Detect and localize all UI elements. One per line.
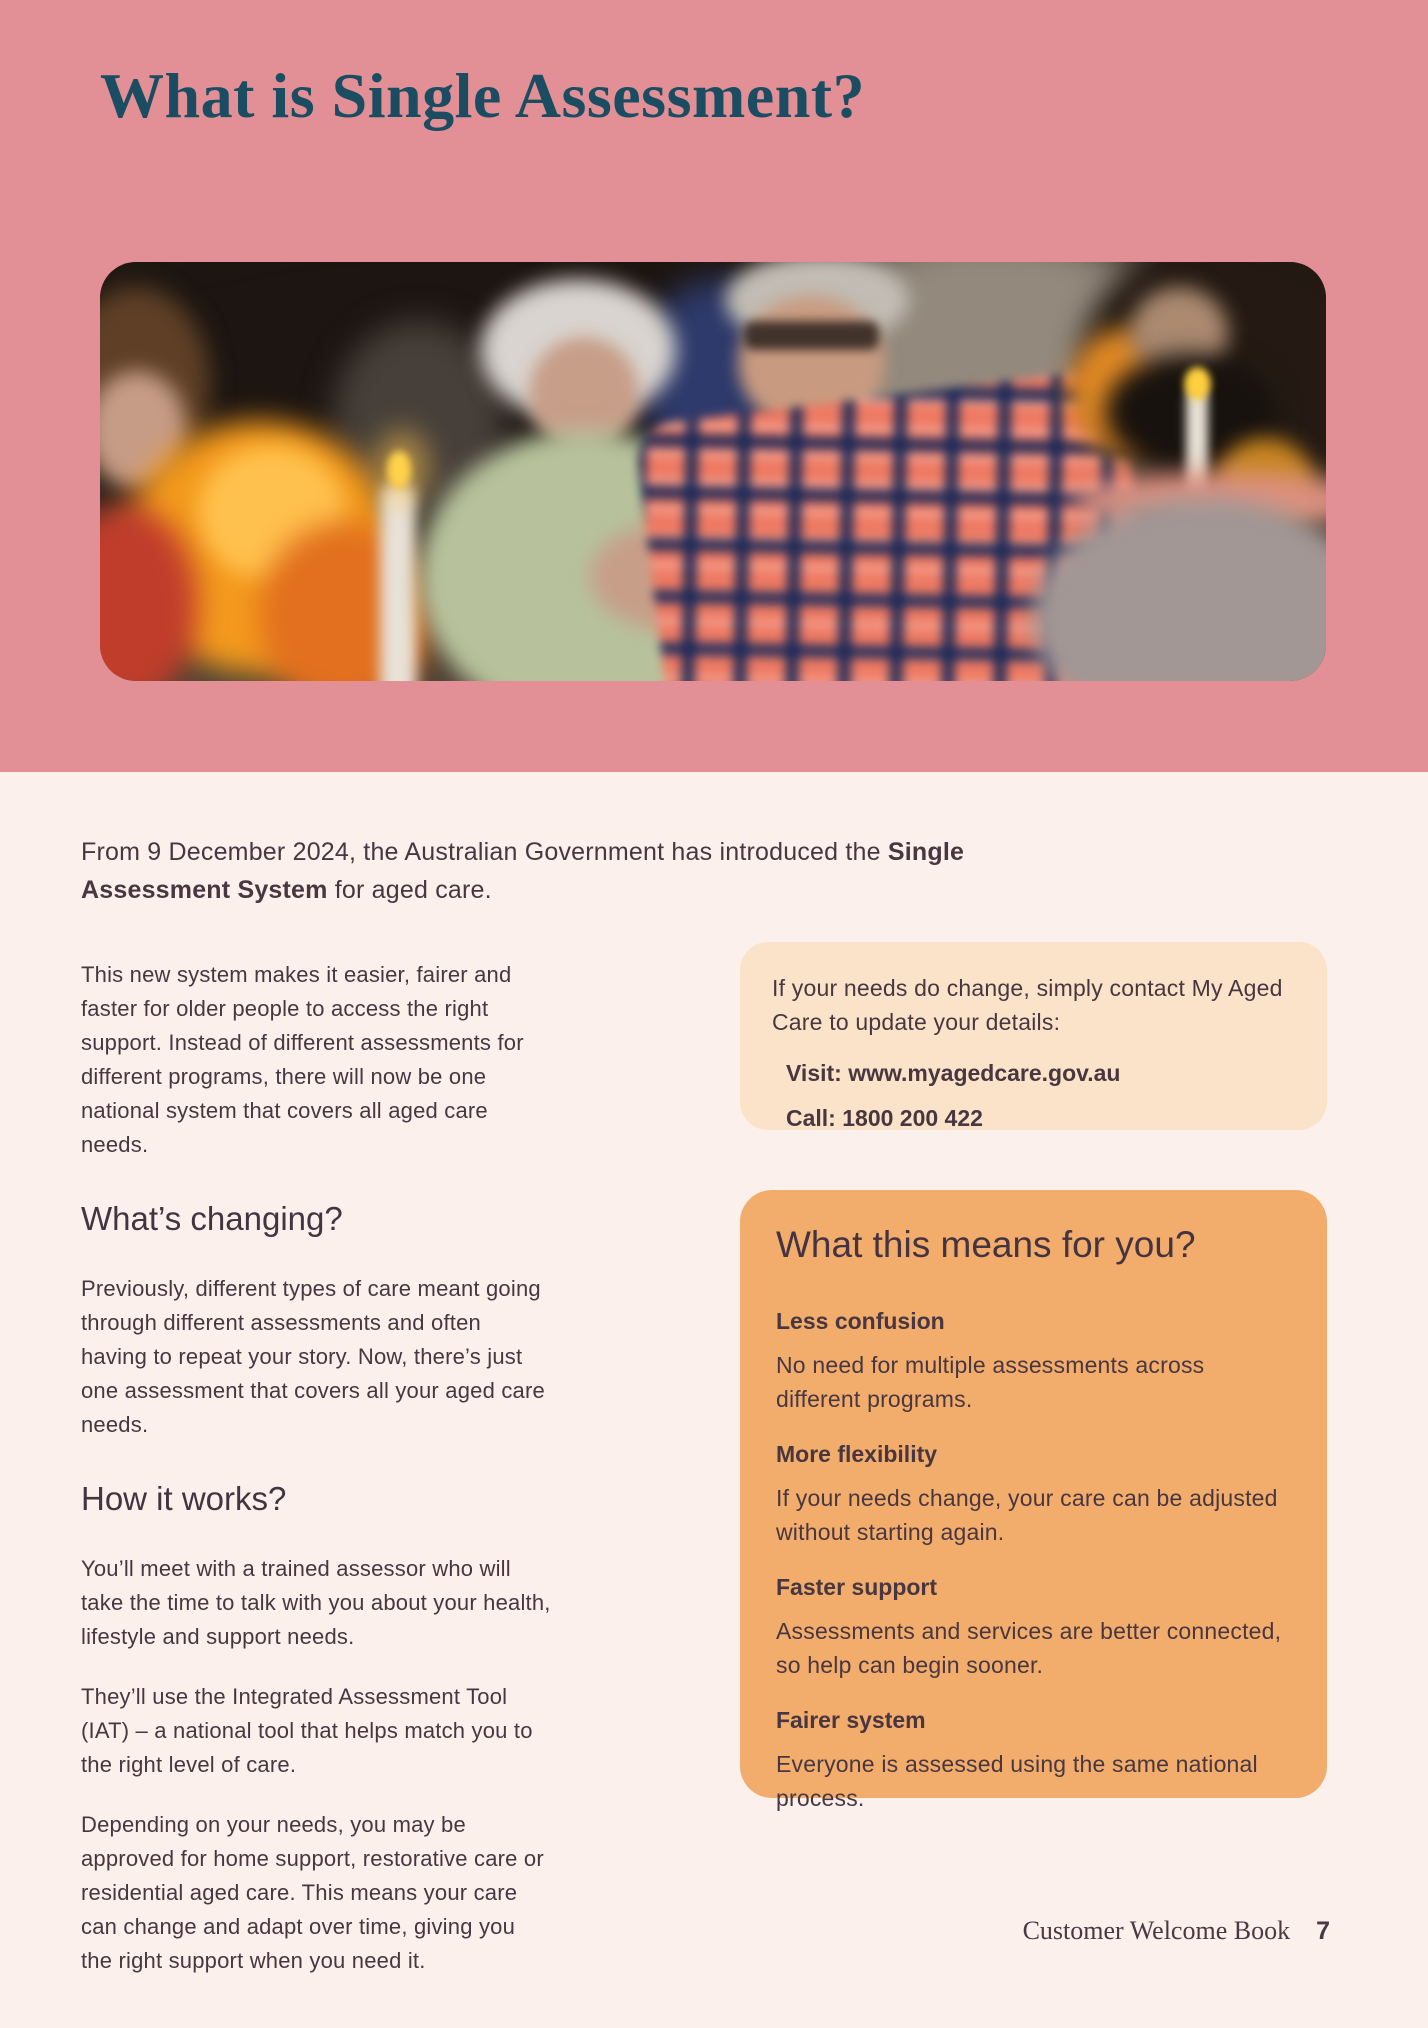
footer-book-title: Customer Welcome Book [1022, 1916, 1291, 1945]
benefit-title: Fairer system [776, 1707, 926, 1733]
benefit-body: Assessments and services are better connected, so help can begin sooner. [776, 1618, 1282, 1678]
photo-candle [380, 480, 417, 681]
benefits-box [740, 1190, 1327, 1811]
benefit-title: Less confusion [776, 1308, 945, 1334]
body-paragraph: This new system makes it easier, fairer and faster for older people to access the right support. Instead of different assessments for different programs, there will now be one national system that covers all aged care needs. [81, 962, 524, 1157]
intro-suffix: for aged care. [327, 876, 492, 904]
body-paragraph: Depending on your needs, you may be approved for home support, restorative care or residential aged care. This means your care can change and adapt over time, giving you the right support when you need it. [81, 1812, 544, 1973]
benefit-body: If your needs change, your care can be adjusted without starting again. [776, 1485, 1278, 1545]
contact-lead-text: If your needs do change, simply contact My Aged Care to update your details: [772, 975, 1283, 1035]
contact-callout-box [740, 942, 1327, 1130]
body-paragraph: You’ll meet with a trained assessor who will take the time to talk with you about your health, lifestyle and support needs. [81, 1556, 551, 1649]
page-footer [1023, 1916, 1330, 1946]
hero-band [0, 0, 1428, 772]
footer-page-number: 7 [1316, 1917, 1330, 1945]
section-heading-whats-changing: What’s changing? [81, 1200, 343, 1237]
page-title: What is Single Assessment? [100, 60, 866, 131]
photo-bg-candle-flame [1184, 367, 1211, 401]
intro-bold: Single Assessment System [81, 838, 965, 904]
benefit-body: No need for multiple assessments across different programs. [776, 1352, 1205, 1412]
intro-prefix: From 9 December 2024, the Australian Government has introduced the [81, 838, 888, 866]
benefit-title: More flexibility [776, 1441, 938, 1467]
body-paragraph: Previously, different types of care meant going through different assessments and often having to repeat your story. Now, there’s just one assessment that covers all your aged care needs. [81, 1276, 545, 1437]
left-column [81, 958, 551, 2004]
hero-photo [100, 262, 1326, 681]
body-paragraph: They’ll use the Integrated Assessment Tool (IAT) – a national tool that helps match you to the right level of care. [81, 1684, 533, 1777]
contact-call-line: Call: 1800 200 422 [786, 1105, 983, 1131]
benefit-title: Faster support [776, 1574, 938, 1600]
photo-man-glasses [744, 321, 879, 350]
benefit-body: Everyone is assessed using the same national process. [776, 1751, 1258, 1811]
section-heading-how-it-works: How it works? [81, 1480, 287, 1517]
benefits-heading: What this means for you? [776, 1224, 1196, 1265]
contact-visit-line: Visit: www.myagedcare.gov.au [786, 1060, 1121, 1086]
intro-paragraph [81, 833, 1026, 909]
